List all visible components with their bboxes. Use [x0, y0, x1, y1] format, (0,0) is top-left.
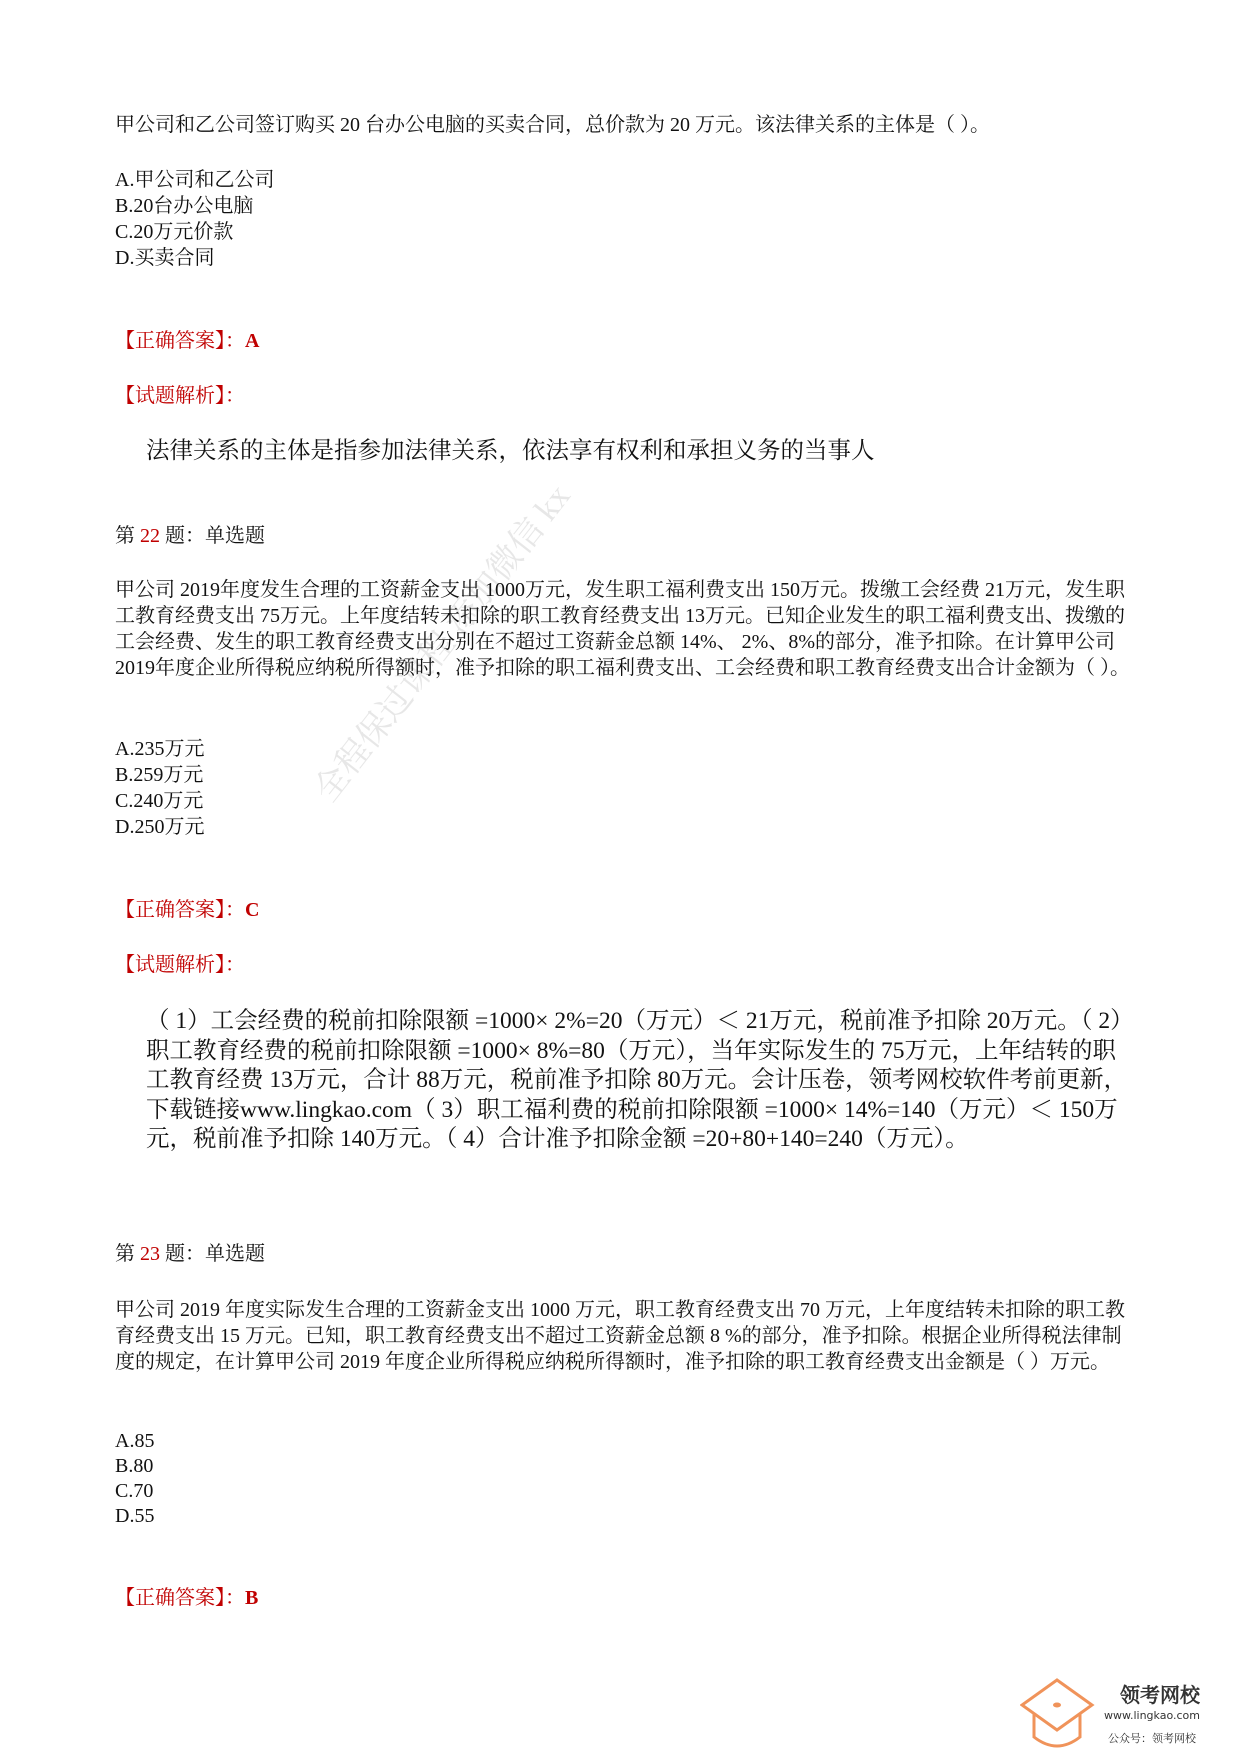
option: A.85	[115, 1430, 155, 1452]
question-type: 题：单选题	[160, 525, 265, 547]
logo-name: 领考网校	[1120, 1683, 1200, 1707]
q22-analysis: （ 1）工会经费的税前扣除限额 =1000× 2%=20（万元）＜ 21万元，税前准予扣除 20万元。（ 2）职工教育经费的税前扣除限额 =1000× 8%=80（万元），当年实际发生的 75万元，上年结转的职工教育经费 13万元，合计 88万元，税前准予扣除 80万元。会计压卷，领考网校软件考前更新，下载链接www.lingkao.com（ 3）职工福利费的税前扣除限额 =1000× 14%=140（万元）＜ 150万元，税前准予扣除 140万元。（ 4）合计准予扣除金额 =20+80+140=240（万元）。	[146, 1008, 1134, 1152]
option: B.80	[115, 1455, 154, 1477]
lingkao-logo	[1020, 1675, 1230, 1750]
question-number: 23	[140, 1243, 160, 1265]
watermark: 全程保过课程 添加微信 kx	[307, 478, 578, 809]
answer-label: 【正确答案】：	[115, 330, 245, 352]
answer-label: 【正确答案】：	[115, 899, 245, 921]
option: A.甲公司和乙公司	[115, 169, 275, 191]
heading-prefix: 第	[115, 1243, 140, 1265]
option: C.20万元价款	[115, 221, 234, 243]
option: C.240万元	[115, 790, 204, 812]
q21-analysis: 法律关系的主体是指参加法律关系，依法享有权利和承担义务的当事人	[146, 438, 875, 464]
q22-heading	[115, 523, 265, 549]
graduation-cap-icon	[1020, 1675, 1100, 1750]
q21-options	[115, 167, 274, 271]
answer-label: 【正确答案】：	[115, 1587, 245, 1609]
q22-analysis-label: 【试题解析】：	[115, 954, 245, 976]
q23-stem: 甲公司 2019 年度实际发生合理的工资薪金支出 1000 万元，职工教育经费支出 70 万元，上年度结转未扣除的职工教育经费支出 15 万元。已知，职工教育经费支出不超过工资薪金总额 8 %的部分，准予扣除。根据企业所得税法律制度的规定，在计算甲公司 2019 年度企业所得税应纳税所得额时，准予扣除的职工教育经费支出金额是（ ）万元。	[115, 1299, 1125, 1373]
question-type: 题：单选题	[160, 1243, 265, 1265]
logo-url: www.lingkao.com	[1104, 1709, 1200, 1722]
q21-analysis-label: 【试题解析】：	[115, 385, 245, 407]
q21-stem: 甲公司和乙公司签订购买 20 台办公电脑的买卖合同，总价款为 20 万元。该法律关系的主体是（ ）。	[115, 114, 990, 136]
q23-options	[115, 1429, 154, 1529]
q21-answer	[115, 328, 259, 354]
heading-prefix: 第	[115, 525, 140, 547]
q23-answer	[115, 1585, 258, 1611]
q22-options	[115, 736, 204, 840]
answer-value: B	[245, 1587, 259, 1609]
question-number: 22	[140, 525, 160, 547]
option: C.70	[115, 1480, 154, 1502]
q22-stem: 甲公司 2019年度发生合理的工资薪金支出 1000万元，发生职工福利费支出 150万元。拨缴工会经费 21万元，发生职工教育经费支出 75万元。上年度结转未扣除的职工教育经费支出 13万元。已知企业发生的职工福利费支出、拨缴的工会经费、发生的职工教育经费支出分别在不超过工资薪金总额 14%、 2%、8%的部分，准予扣除。在计算甲公司 2019年度企业所得税应纳税所得额时，准予扣除的职工福利费支出、工会经费和职工教育经费支出合计金额为（ ）。	[115, 579, 1130, 679]
q22-answer	[115, 897, 259, 923]
answer-value: A	[245, 330, 260, 352]
option: D.买卖合同	[115, 247, 215, 269]
logo-public-account: 公众号：领考网校	[1108, 1732, 1196, 1745]
option: B.20台办公电脑	[115, 195, 254, 217]
option: A.235万元	[115, 738, 205, 760]
answer-value: C	[245, 899, 260, 921]
option: D.55	[115, 1505, 155, 1527]
q23-heading	[115, 1241, 265, 1267]
option: B.259万元	[115, 764, 204, 786]
option: D.250万元	[115, 816, 205, 838]
